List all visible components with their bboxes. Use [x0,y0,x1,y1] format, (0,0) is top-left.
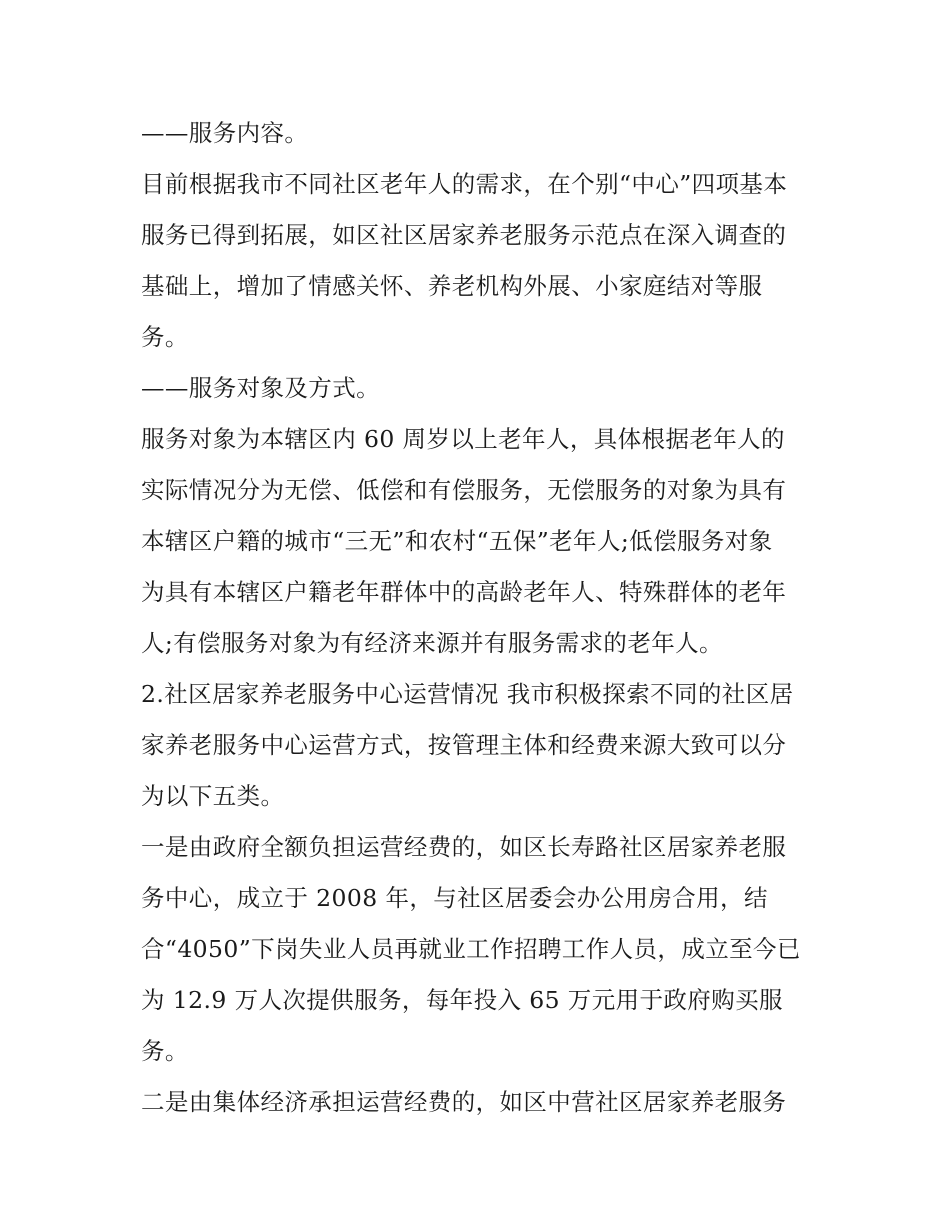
text-line: 目前根据我市不同社区老年人的需求，在个别“中心”四项基本 [141,170,788,198]
text-line: 一是由政府全额负担运营经费的，如区长寿路社区居家养老服 [141,833,787,861]
text-line: 二是由集体经济承担运营经费的，如区中营社区居家养老服务 [141,1088,787,1116]
text-line: 为 12.9 万人次提供服务，每年投入 65 万元用于政府购买服 [141,986,783,1014]
text-line: 本辖区户籍的城市“三无”和农村“五保”老年人;低偿服务对象 [141,527,773,555]
text-line: 实际情况分为无偿、低偿和有偿服务，无偿服务的对象为具有 [141,476,787,504]
text-line: 合“4050”下岗失业人员再就业工作招聘工作人员，成立至今已 [141,935,801,963]
text-line: 务。 [141,1037,189,1065]
text-line: 人;有偿服务对象为有经济来源并有服务需求的老年人。 [141,629,723,657]
text-line: 基础上，增加了情感关怀、养老机构外展、小家庭结对等服 [141,272,763,300]
text-line: 务。 [141,323,189,351]
text-line: 务中心，成立于 2008 年，与社区居委会办公用房合用，结 [141,884,768,912]
text-line: 为以下五类。 [141,782,285,810]
text-line: 为具有本辖区户籍老年群体中的高龄老年人、特殊群体的老年 [141,578,787,606]
text-line: 家养老服务中心运营方式，按管理主体和经费来源大致可以分 [141,731,787,759]
document-body [141,108,821,1128]
text-line: 服务对象为本辖区内 60 周岁以上老年人，具体根据老年人的 [141,425,785,453]
text-line: ——服务对象及方式。 [141,374,380,402]
text-line: 2.社区居家养老服务中心运营情况 我市积极探索不同的社区居 [141,680,794,708]
text-line: ——服务内容。 [141,119,309,147]
text-line: 服务已得到拓展，如区社区居家养老服务示范点在深入调查的 [141,221,787,249]
